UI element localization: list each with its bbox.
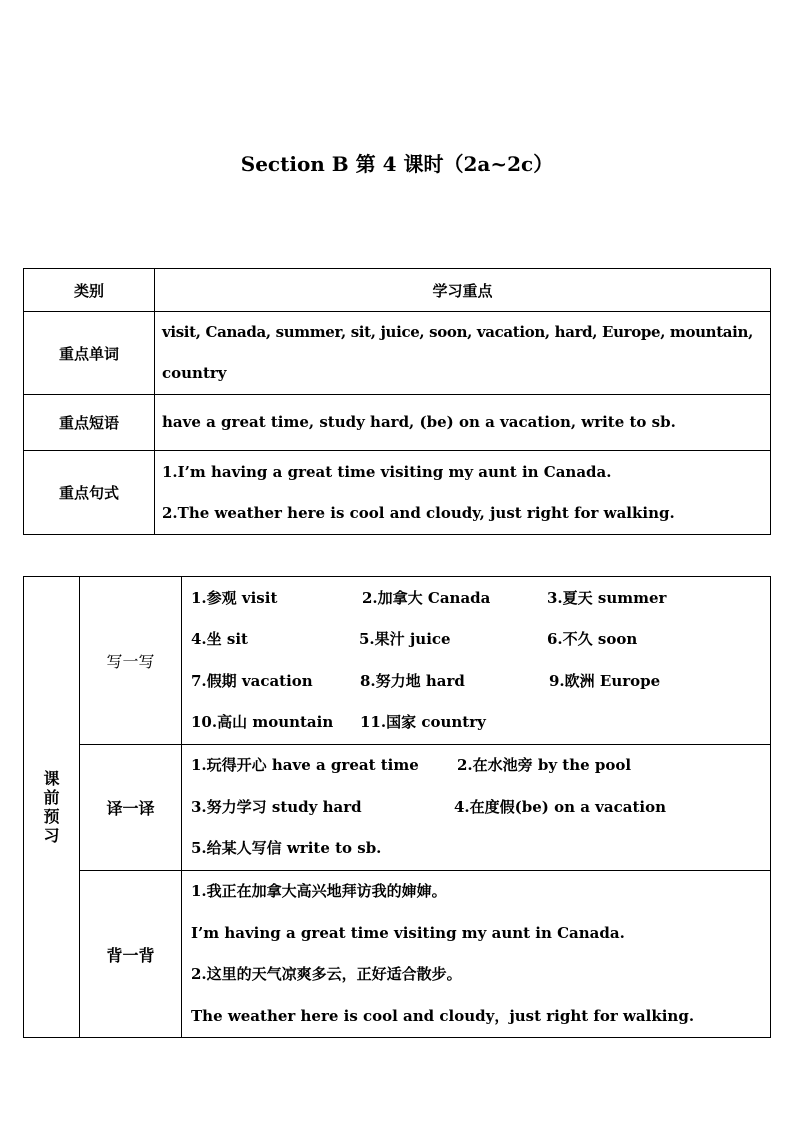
content-line: 2.The weather here is cool and cloudy, just right for walking. <box>162 503 675 522</box>
vocab-item: 4.坐 sit <box>191 630 248 648</box>
vocab-item: 1.参观 visit <box>191 588 278 607</box>
recite-label: 背一背 <box>80 871 182 1038</box>
content-line: I’m having a great time visiting my aunt in Canada. <box>191 923 625 942</box>
content-line: 1.I’m having a great time visiting my aunt in Canada. <box>162 462 612 481</box>
content-line: have a great time, study hard, (be) on a vacation, write to sb. <box>162 413 676 431</box>
content-line <box>191 661 770 703</box>
content-line <box>191 745 770 787</box>
preview-table <box>23 576 771 1038</box>
content-line <box>191 787 770 829</box>
content-line: 1.我正在加拿大高兴地拜访我的婶婶。 <box>191 882 447 900</box>
page-title: Section B 第 4 课时（2a~2c） <box>240 152 554 176</box>
translate-label: 译一译 <box>80 745 182 871</box>
content-line <box>191 578 770 620</box>
side-label: 课前预习 <box>43 769 60 845</box>
row-content-words <box>155 312 771 395</box>
table-row <box>24 745 771 871</box>
content-line: The weather here is cool and cloudy，just right for walking. <box>191 1006 695 1025</box>
row-content-phrases <box>155 395 771 451</box>
focus-table <box>23 268 771 535</box>
table-row <box>24 395 771 451</box>
row-category-sentences: 重点句式 <box>24 451 155 535</box>
phrase-item: 2.在水池旁 by the pool <box>457 756 632 775</box>
row-category-phrases: 重点短语 <box>24 395 155 451</box>
table-row <box>24 871 771 1038</box>
translate-content <box>182 745 771 871</box>
vocab-item: 8.努力地 hard <box>360 671 465 690</box>
phrase-item: 3.努力学习 study hard <box>191 797 362 816</box>
content-line: country <box>162 364 227 382</box>
content-line <box>191 619 770 661</box>
row-content-sentences <box>155 451 771 535</box>
table-row <box>24 451 771 535</box>
vocab-item: 3.夏天 summer <box>547 588 667 607</box>
vocab-item: 7.假期 vacation <box>191 671 313 690</box>
table-row <box>24 577 771 745</box>
vocab-item: 2.加拿大 Canada <box>362 588 491 607</box>
content-line: visit, Canada, summer, sit, juice, soon, vacation, hard, Europe, mountain, <box>162 323 753 341</box>
phrase-item: 5.给某人写信 write to sb. <box>191 839 382 858</box>
row-category-words: 重点单词 <box>24 312 155 395</box>
vocab-item: 9.欧洲 Europe <box>549 671 661 690</box>
content-line <box>191 702 770 744</box>
side-label-cell <box>24 577 80 1038</box>
write-content <box>182 577 771 745</box>
table-row <box>24 312 771 395</box>
write-label: 写一写 <box>80 577 182 745</box>
table-header-row <box>24 269 771 312</box>
vocab-item: 11.国家 country <box>360 713 486 731</box>
vocab-item: 10.高山 mountain <box>191 713 334 731</box>
vocab-item: 6.不久 soon <box>547 630 638 648</box>
phrase-item: 1.玩得开心 have a great time <box>191 756 419 775</box>
content-line: 2.这里的天气凉爽多云，正好适合散步。 <box>191 965 462 983</box>
vocab-item: 5.果汁 juice <box>359 630 451 648</box>
phrase-item: 4.在度假(be) on a vacation <box>454 797 667 816</box>
content-line <box>191 828 770 870</box>
recite-content <box>182 871 771 1038</box>
header-focus: 学习重点 <box>155 269 771 312</box>
header-category: 类别 <box>24 269 155 312</box>
